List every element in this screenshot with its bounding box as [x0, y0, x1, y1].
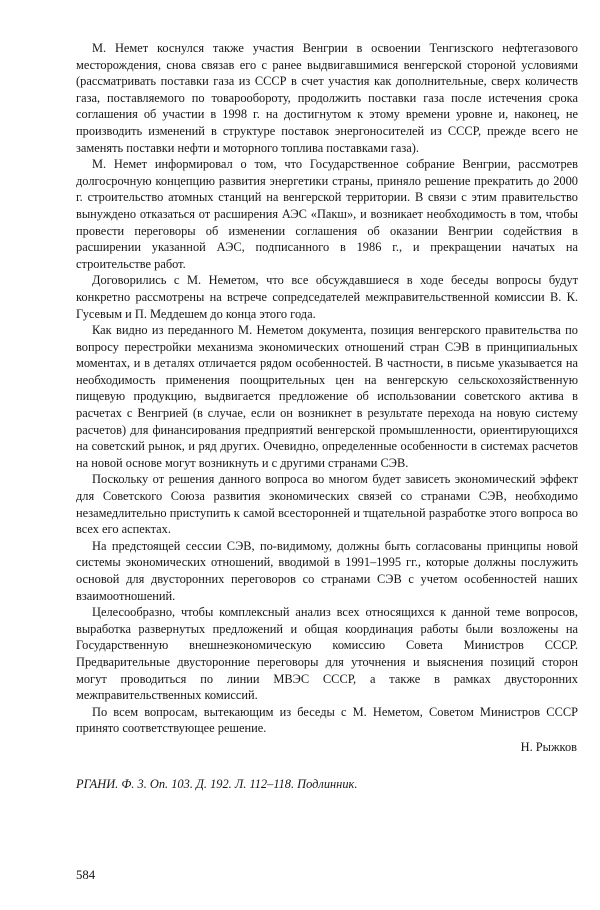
paragraph-3: Договорились с М. Неметом, что все обсуждавшиеся в ходе беседы вопросы будут конкретно рассмотрены на встрече сопредседателей межправительственной комиссии В. К. Гусевым и П. Меддешем до конца этого года.	[76, 273, 578, 321]
page-number: 584	[76, 868, 96, 882]
paragraph-1: М. Немет коснулся также участия Венгрии в освоении Тенгизского нефтегазового месторождения, снова связав его с ранее выдвигавшимися венгерской стороной условиями (рассматривать поставки газа из СССР в счет участия как дополнительные, сверх количеств газа, поставляемого по товарообороту, продолжить поставки газа после истечения срока соглашения об участии в 1998 г. на достигнутом к этому времени уровне и, наконец, не производить изменений в структуре поставок энергоносителей из СССР, прежде всего не заменять поставки нефти и моторного топлива поставками газа).	[76, 41, 578, 155]
paragraph-2: М. Немет информировал о том, что Государственное собрание Венгрии, рассмотрев долгосрочную концепцию развития энергетики страны, приняло решение прекратить до 2000 г. строительство атомных станций на венгерской территории. В связи с этим правительство вынуждено отказаться от расширения АЭС «Пакш», и возникает необходимость в том, чтобы провести переговоры об изменении соглашения об оказании Венгрии содействия в расширении указанной АЭС, подписанного в 1986 г., и прекращении начатых на строительстве работ.	[76, 157, 578, 271]
body-text	[76, 40, 578, 756]
paragraph-8: По всем вопросам, вытекающим из беседы с М. Неметом, Советом Министров СССР принято соответствующее решение.	[76, 704, 578, 736]
paragraph-4: Как видно из переданного М. Неметом документа, позиция венгерского правительства по вопросу перестройки механизма экономических отношений стран СЭВ в принципиальных моментах, и в деталях отличается рядом особенностей. В частности, в письме указывается на необходимость применения поощрительных цен на венгерскую сельскохозяйственную пищевую продукцию, выдвигается предложение об использовании советского актива в расчетах с Венгрией (в случае, если он возникнет в результате перехода на новую систему расчетов) для финансирования предприятий венгерской промышленности, ориентирующихся на советский рынок, и ряд других. Очевидно, определенные особенности в системах расчетов на новой основе могут возникнуть и с другими странами СЭВ.	[76, 323, 578, 470]
paragraph-7: Целесообразно, чтобы комплексный анализ всех относящихся к данной теме вопросов, выработка развернутых предложений и общая координация работы были возложены на Государственную внешнеэкономическую комиссию Совета Министров СССР. Предварительные двусторонние переговоры для уточнения и выяснения позиций сторон могут проводиться по линии МВЭС СССР, а также в рамках двусторонних межправительственных комиссий.	[76, 605, 578, 703]
signature: Н. Рыжков	[520, 739, 577, 754]
paragraph-6: На предстоящей сессии СЭВ, по-видимому, должны быть согласованы принципы новой системы экономических отношений, вводимой в 1991–1995 гг., которые должны послужить основой для двусторонних переговоров со странами СЭВ с учетом особенностей наших взаимоотношений.	[76, 538, 578, 603]
archive-source-citation: РГАНИ. Ф. 3. Оп. 103. Д. 192. Л. 112–118. Подлинник.	[76, 777, 358, 791]
paragraph-5: Поскольку от решения данного вопроса во многом будет зависеть экономический эффект для Советского Союза развития экономических связей со странами СЭВ, необходимо незамедлительно приступить к самой всесторонней и тщательной разработке этого вопроса во всех его аспектах.	[76, 472, 578, 537]
